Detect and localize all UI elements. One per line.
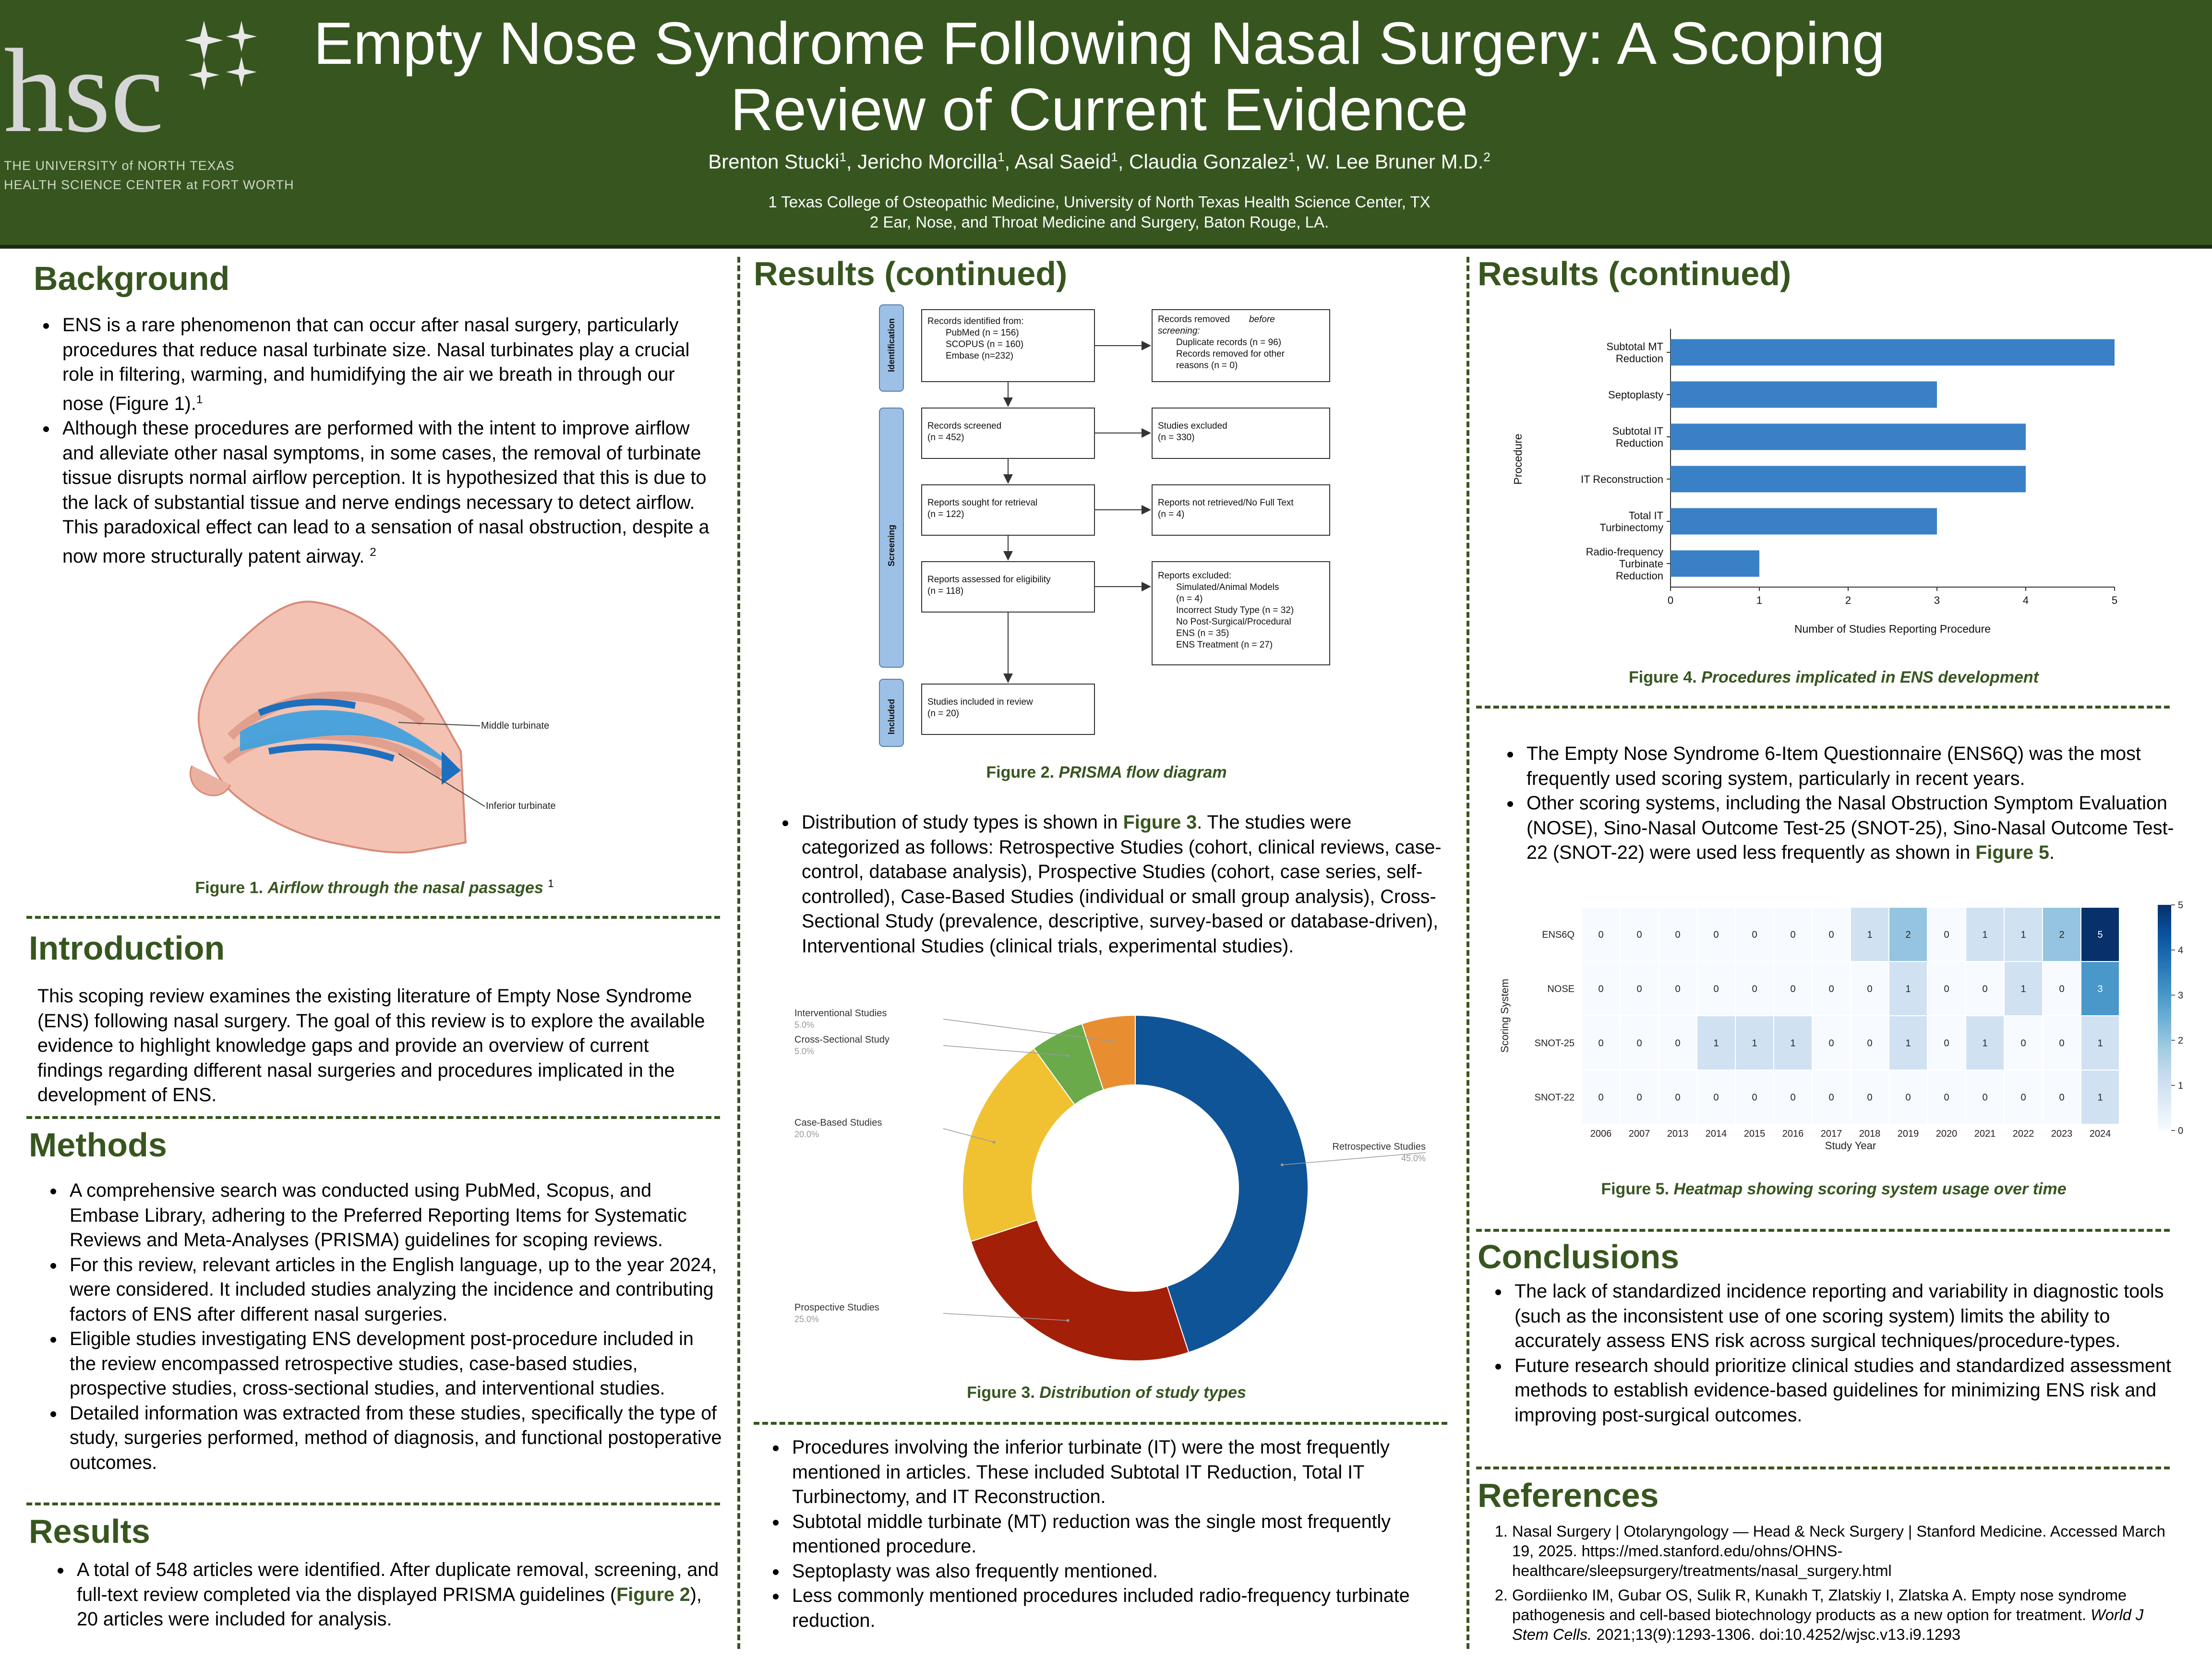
poster-authors: Brenton Stucki$^1$, Jericho Morcilla$^1$, Asal Saeid$^1$, Claudia Gonzalez$^1$, W. Lee Bruner M.D.$^2$ — [708, 150, 1491, 173]
section-divider — [26, 916, 720, 919]
affiliation-1: 1 Texas College of Osteopathic Medicine, University of North Texas Health Science Center, TX — [768, 193, 1431, 211]
heatmap-cell-value: 0 — [1598, 1038, 1604, 1049]
middle-turbinate-label: Middle turbinate — [481, 721, 550, 731]
conclusions-bullet: • Future research should prioritize clinical studies and standardized assessment methods to establish evidence-based guidelines for minimizing ENS risk and improving post-surgical outcomes. — [1510, 1354, 2177, 1428]
prisma-text: screening: — [1158, 326, 1200, 336]
bar — [1671, 508, 1937, 535]
donut-value-label: 5.0% — [794, 1020, 815, 1030]
heatmap-cell-value: 5 — [2097, 929, 2103, 940]
prisma-text: PubMed (n = 156) — [946, 328, 1019, 338]
prisma-text: Reports sought for retrieval — [927, 498, 1038, 508]
heatmap-cell-value: 0 — [1752, 984, 1757, 995]
prisma-text: Embase (n=232) — [946, 351, 1013, 361]
bar-x-tick-label: 5 — [2111, 594, 2118, 606]
heatmap-cell-value: 0 — [1828, 984, 1834, 995]
donut-value-label: 45.0% — [1401, 1154, 1426, 1163]
prisma-text: ENS Treatment (n = 27) — [1176, 640, 1273, 650]
heatmap-cell-value: 0 — [1944, 929, 1949, 940]
heatmap-column-label: 2014 — [1705, 1129, 1727, 1139]
prisma-text: Reports assessed for eligibility — [927, 575, 1051, 585]
prisma-text: reasons (n = 0) — [1176, 361, 1238, 371]
heatmap-cell-value: 0 — [1675, 929, 1681, 940]
heatmap-row-label: SNOT-25 — [1534, 1038, 1575, 1049]
methods-bullet: • Detailed information was extracted from these studies, specifically the type of study, surgeries performed, method of diagnosis, and functional postoperative outcomes. — [65, 1401, 722, 1476]
procedures-bullet: • Subtotal middle turbinate (MT) reduction was the single most frequently mentioned procedure. — [787, 1510, 1455, 1559]
prisma-flow-diagram — [874, 300, 1334, 756]
heatmap-row-label: ENS6Q — [1542, 929, 1575, 940]
heatmap-cell-value: 1 — [2020, 984, 2026, 995]
bar-category-label: Subtotal IT Reduction — [1612, 425, 1663, 449]
heatmap-column-label: 2017 — [1820, 1129, 1842, 1139]
results-title: Results — [29, 1513, 150, 1550]
section-divider — [26, 1116, 720, 1119]
prisma-text: Studies excluded — [1158, 421, 1227, 431]
heatmap-cell-value: 1 — [1713, 1038, 1719, 1049]
heatmap-cell-value: 0 — [1675, 984, 1681, 995]
heatmap-cell-value: 3 — [2097, 984, 2103, 995]
procedures-text — [758, 1435, 1455, 1633]
heatmap-cell-value: 0 — [1598, 984, 1604, 995]
reference-item: 2. Gordiienko IM, Gubar OS, Sulik R, Kunakh T, Zlatskiy I, Zlatska A. Empty nose syndrome pathogenesis and cell-based biotechnology products as a new option for treatment. World J Stem Cells. 2021;13(9):1293-1306. doi:10.4252/wjsc.v13.i9.1293 — [1512, 1586, 2172, 1645]
section-divider — [754, 1422, 1447, 1425]
heatmap-cell-value: 0 — [1790, 984, 1796, 995]
section-divider — [26, 1503, 720, 1505]
colorbar-tick-label: 4 — [2178, 945, 2184, 956]
bar-x-axis-label: Number of Studies Reporting Procedure — [1794, 623, 1991, 635]
prisma-text: SCOPUS (n = 160) — [946, 339, 1024, 349]
bar-category-label: IT Reconstruction — [1580, 473, 1663, 485]
study-types-donut-chart — [787, 998, 1450, 1363]
figure2-link: Figure 2 — [616, 1584, 690, 1605]
figure5-caption: Figure 5. Heatmap showing scoring system usage over time — [1601, 1180, 2067, 1198]
author-name: Jericho Morcilla — [857, 150, 998, 173]
donut-category-label: Interventional Studies — [794, 1008, 887, 1019]
figure1-caption: Figure 1. Airflow through the nasal passages $^1$ — [195, 878, 554, 897]
methods-text — [36, 1178, 722, 1475]
heatmap-column-label: 2023 — [2051, 1129, 2073, 1139]
heatmap-cell-value: 0 — [1713, 929, 1719, 940]
hsc-logo — [0, 10, 307, 192]
conclusions-bullet: • The lack of standardized incidence reporting and variability in diagnostic tools (such as the inconsistent use of one scoring system) limits the ability to accurately assess ENS risk across surgical techniques/procedure-types. — [1510, 1279, 2177, 1354]
author-name: Brenton Stucki — [708, 150, 840, 173]
bar — [1671, 424, 2026, 450]
procedures-bullet: • Procedures involving the inferior turbinate (IT) were the most frequently mentioned in articles. These included Subtotal IT Reduction, Total IT Turbinectomy, and IT Reconstruction. — [787, 1435, 1455, 1510]
bar — [1671, 466, 2026, 493]
heatmap-cell-value: 0 — [1675, 1092, 1681, 1103]
heatmap-cell-value: 0 — [1790, 1092, 1796, 1103]
prisma-text: Duplicate records (n = 96) — [1176, 337, 1282, 348]
prisma-text: Records removed — [1158, 314, 1230, 325]
bar — [1671, 382, 1937, 408]
logo-letters: hsc — [4, 24, 164, 157]
donut-category-label: Case-Based Studies — [794, 1118, 882, 1128]
prisma-text: (n = 122) — [927, 509, 964, 519]
background-bullet: • Although these procedures are performed with the intent to improve airflow and alleviate other nasal symptoms, in some cases, the removal of turbinate tissue disrupts normal airflow perception. It is hypothesized that this is due to the lack of substantial tissue and nerve endings necessary to detect airflow. This paradoxical effect can lead to a sensation of nasal obstruction, despite a now more structurally patent airway. $^2$ — [58, 416, 720, 569]
prisma-text: Reports excluded: — [1158, 571, 1232, 581]
prisma-text: Studies included in review — [927, 697, 1033, 707]
heatmap-cell-value: 1 — [1790, 1038, 1796, 1049]
heatmap-cell-value: 0 — [1944, 1092, 1949, 1103]
colorbar-tick-label: 2 — [2178, 1035, 2184, 1046]
bar-x-tick-label: 0 — [1667, 594, 1674, 606]
donut-value-label: 5.0% — [794, 1046, 815, 1056]
heatmap-y-axis-label: Scoring System — [1499, 978, 1511, 1053]
colorbar-tick-label: 0 — [2178, 1126, 2184, 1136]
methods-title: Methods — [29, 1126, 167, 1164]
heatmap-row-label: NOSE — [1547, 984, 1575, 995]
results-continued-title: Results (continued) — [754, 255, 1068, 292]
heatmap-cell-value: 2 — [1905, 929, 1911, 940]
bar — [1671, 339, 2115, 366]
prisma-text: Records screened — [927, 421, 1002, 431]
figure5-link: Figure 5 — [1975, 842, 2049, 863]
background-title: Background — [34, 260, 230, 297]
heatmap-cell-value: 1 — [1982, 929, 1988, 940]
introduction-title: Introduction — [29, 929, 225, 967]
references-list — [1481, 1522, 2172, 1645]
procedures-bullet: • Less commonly mentioned procedures included radio-frequency turbinate reduction. — [787, 1584, 1455, 1633]
scoring-bullet: • The Empty Nose Syndrome 6-Item Questionnaire (ENS6Q) was the most frequently used scoring system, particularly in recent years. — [1522, 742, 2179, 791]
heatmap-cell-value: 1 — [1905, 984, 1911, 995]
bar-x-tick-label: 4 — [2022, 594, 2029, 606]
header-rule — [0, 245, 2212, 249]
heatmap-cell-value: 1 — [2097, 1092, 2103, 1103]
prisma-text: (n = 4) — [1176, 594, 1203, 604]
heatmap-cell-value: 0 — [2020, 1092, 2026, 1103]
heatmap-cell-value: 1 — [1905, 1038, 1911, 1049]
figure3-caption: Figure 3. Distribution of study types — [967, 1383, 1246, 1402]
heatmap-cell-value: 0 — [1982, 984, 1988, 995]
bar-category-label: Radio-frequency Turbinate Reduction — [1586, 546, 1663, 582]
column-divider-2 — [1467, 257, 1469, 1649]
donut-value-label: 20.0% — [794, 1130, 819, 1139]
heatmap-cell-value: 1 — [1982, 1038, 1988, 1049]
introduction-text: This scoping review examines the existing literature of Empty Nose Syndrome (ENS) following nasal surgery. The goal of this review is to explore the available evidence to highlight knowledge gaps and provide an overview of current findings regarding different nasal surgeries and procedures implicated in the development of ENS. — [37, 986, 705, 1106]
heatmap-column-label: 2018 — [1859, 1129, 1881, 1139]
prisma-text: Reports not retrieved/No Full Text — [1158, 498, 1294, 508]
background-text — [29, 313, 720, 569]
heatmap-cell-value: 0 — [1828, 1092, 1834, 1103]
heatmap-cell-value: 0 — [1598, 929, 1604, 940]
heatmap-cell-value: 0 — [1790, 929, 1796, 940]
figure3-link: Figure 3 — [1123, 812, 1197, 833]
bar-category-label: Total IT Turbinectomy — [1599, 509, 1663, 534]
heatmap-cell-value: 2 — [2059, 929, 2065, 940]
heatmap-cell-value: 0 — [1828, 929, 1834, 940]
donut-slice — [971, 1220, 1189, 1361]
poster-title-line2: Review of Current Evidence — [730, 77, 1468, 143]
reference-item: 1. Nasal Surgery | Otolaryngology — Head & Neck Surgery | Stanford Medicine. Accessed March 19, 2025. https://med.stanford.edu/ohns/OHNS-healthcare/sleepsurgery/treatments/nasal_surgery.html — [1512, 1522, 2172, 1581]
bar — [1671, 551, 1759, 577]
heatmap-cell-value: 1 — [1867, 929, 1873, 940]
heatmap-cell-value: 0 — [1867, 984, 1873, 995]
author-name: Asal Saeid — [1014, 150, 1111, 173]
heatmap-x-axis-label: Study Year — [1825, 1140, 1876, 1152]
donut-leader-dot — [993, 1141, 996, 1143]
heatmap-cell-value: 1 — [2020, 929, 2026, 940]
stage-included: Included — [887, 698, 896, 734]
affiliation-2: 2 Ear, Nose, and Throat Medicine and Surgery, Baton Rouge, LA. — [869, 213, 1329, 231]
prisma-text: No Post-Surgical/Procedural — [1176, 617, 1291, 627]
logo-line2: HEALTH SCIENCE CENTER at FORT WORTH — [4, 178, 294, 192]
methods-bullet: • A comprehensive search was conducted using PubMed, Scopus, and Embase Library, adhering to the Preferred Reporting Items for Systematic Reviews and Meta-Analyses (PRISMA) guidelines for scoping reviews. — [65, 1178, 722, 1253]
heatmap-cell-value: 0 — [1944, 1038, 1949, 1049]
prisma-text: (n = 20) — [927, 709, 960, 719]
bar-x-tick-label: 2 — [1845, 594, 1851, 606]
colorbar-tick-label: 3 — [2178, 990, 2184, 1001]
prisma-text: Simulated/Animal Models — [1176, 582, 1279, 592]
section-divider — [1476, 1467, 2170, 1469]
donut-leader-dot — [1281, 1164, 1284, 1166]
heatmap-cell-value: 0 — [1713, 984, 1719, 995]
results-continued-title-2: Results (continued) — [1478, 255, 1791, 292]
heatmap-row-label: SNOT-22 — [1534, 1092, 1575, 1103]
donut-leader-dot — [1066, 1054, 1069, 1057]
donut-category-label: Cross-Sectional Study — [794, 1034, 890, 1045]
heatmap-cell-value: 0 — [1867, 1038, 1873, 1049]
heatmap-cell-value: 1 — [2097, 1038, 2103, 1049]
bar-x-tick-label: 3 — [1934, 594, 1940, 606]
heatmap-column-label: 2016 — [1782, 1129, 1804, 1139]
poster-title-line1: Empty Nose Syndrome Following Nasal Surgery: A Scoping — [313, 11, 1885, 77]
prisma-text: ENS (n = 35) — [1176, 628, 1229, 638]
conclusions-title: Conclusions — [1478, 1238, 1680, 1275]
distribution-text — [768, 810, 1452, 959]
donut-leader-dot — [1111, 1040, 1114, 1043]
methods-bullet: • For this review, relevant articles in the English language, up to the year 2024, were considered. It included studies analyzing the incidence and contributing factors of ENS after different nasal surgeries. — [65, 1253, 722, 1327]
procedures-bullet: • Septoplasty was also frequently mentioned. — [787, 1559, 1455, 1584]
heatmap-cell-value: 0 — [1944, 984, 1949, 995]
scoring-heatmap — [1498, 893, 2184, 1162]
bar-category-label: Subtotal MT Reduction — [1606, 340, 1663, 365]
prisma-text: (n = 452) — [927, 433, 964, 443]
methods-bullet: • Eligible studies investigating ENS development post-procedure included in the review encompassed retrospective studies, case-based studies, prospective studies, cross-sectional studies, and interventional studies. — [65, 1327, 722, 1401]
heatmap-cell-value: 0 — [1636, 1038, 1642, 1049]
heatmap-cell-value: 0 — [2059, 1092, 2065, 1103]
donut-leader-dot — [1066, 1319, 1069, 1322]
prisma-text: (n = 4) — [1158, 509, 1185, 519]
prisma-text: (n = 118) — [927, 586, 964, 596]
references-title: References — [1478, 1477, 1659, 1514]
heatmap-column-label: 2019 — [1897, 1129, 1919, 1139]
scoring-text — [1493, 742, 2179, 866]
prisma-text: before — [1249, 314, 1275, 325]
bar-category-label: Septoplasty — [1608, 389, 1663, 401]
heatmap-column-label: 2020 — [1936, 1129, 1958, 1139]
heatmap-cell-value: 0 — [1598, 1092, 1604, 1103]
heatmap-cell-value: 0 — [1982, 1092, 1988, 1103]
heatmap-cell-value: 0 — [1636, 984, 1642, 995]
logo-line1: THE UNIVERSITY of NORTH TEXAS — [4, 158, 235, 173]
author-name: W. Lee Bruner M.D. — [1306, 150, 1484, 173]
heatmap-cell-value: 0 — [1636, 929, 1642, 940]
prisma-text: Records identified from: — [927, 316, 1024, 326]
heatmap-cell-value: 0 — [1675, 1038, 1681, 1049]
prisma-text: Incorrect Study Type (n = 32) — [1176, 605, 1294, 615]
donut-value-label: 25.0% — [794, 1314, 819, 1324]
prisma-text: (n = 330) — [1158, 433, 1195, 443]
nasal-airflow-illustration — [173, 593, 586, 862]
conclusions-text — [1481, 1279, 2177, 1428]
scoring-bullet: • Other scoring systems, including the Nasal Obstruction Symptom Evaluation (NOSE), Sino-Nasal Outcome Test-25 (SNOT-25), Sino-Nasal Outcome Test-22 (SNOT-22) were used less frequently as shown in Figure 5. — [1522, 791, 2179, 866]
section-divider — [1476, 1229, 2170, 1232]
heatmap-cell-value: 0 — [1636, 1092, 1642, 1103]
colorbar-tick-label: 1 — [2178, 1081, 2184, 1091]
heatmap-cell-value: 0 — [1752, 1092, 1757, 1103]
heatmap-column-label: 2024 — [2089, 1129, 2111, 1139]
author-name: Claudia Gonzalez — [1129, 150, 1288, 173]
heatmap-cell-value: 0 — [1828, 1038, 1834, 1049]
donut-category-label: Prospective Studies — [794, 1302, 879, 1313]
heatmap-column-label: 2015 — [1743, 1129, 1766, 1139]
prisma-text: Records removed for other — [1176, 349, 1285, 359]
heatmap-cell-value: 1 — [1752, 1038, 1757, 1049]
heatmap-column-label: 2022 — [2012, 1129, 2034, 1139]
colorbar-tick-label: 5 — [2178, 900, 2184, 911]
stage-screening: Screening — [887, 524, 896, 566]
distribution-bullet: • Distribution of study types is shown in Figure 3. The studies were categorized as follows: Retrospective Studies (cohort, clinical reviews, case-control, database analysis), Prospective Studies (cohort, case series, self-controlled), Case-Based Studies (individual or small group analysis), Cross-Sectional Study (prevalence, descriptive, survey-based or database-driven), Interventional Studies (clinical trials, experimental studies). — [797, 810, 1452, 959]
heatmap-cell-value: 0 — [2059, 984, 2065, 995]
heatmap-cell-value: 0 — [1713, 1092, 1719, 1103]
heatmap-cell-value: 0 — [1905, 1092, 1911, 1103]
figure4-caption: Figure 4. Procedures implicated in ENS development — [1628, 668, 2039, 686]
sparkle-icon — [185, 18, 262, 90]
figure2-caption: Figure 2. PRISMA flow diagram — [986, 763, 1227, 781]
heatmap-column-label: 2006 — [1590, 1129, 1612, 1139]
heatmap-column-label: 2007 — [1628, 1129, 1650, 1139]
bar-y-axis-label: Procedure — [1512, 433, 1524, 485]
stage-identification: Identification — [887, 318, 896, 372]
inferior-turbinate-label: Inferior turbinate — [486, 801, 556, 811]
background-bullet: • ENS is a rare phenomenon that can occur after nasal surgery, particularly procedures that reduce nasal turbinate size. Nasal turbinates play a crucial role in filtering, warming, and humidifying the air we breath in through our nose (Figure 1).$^1$ — [58, 313, 720, 416]
heatmap-column-label: 2013 — [1667, 1129, 1689, 1139]
heatmap-cell-value: 0 — [2020, 1038, 2026, 1049]
section-divider — [1476, 706, 2170, 709]
bar-x-tick-label: 1 — [1756, 594, 1763, 606]
heatmap-cell-value: 0 — [2059, 1038, 2065, 1049]
results-bullet: • A total of 548 articles were identified. After duplicate removal, screening, and full-text review completed via the displayed PRISMA guidelines (Figure 2), 20 articles were included for analysis. — [72, 1558, 720, 1632]
donut-category-label: Retrospective Studies — [1332, 1142, 1426, 1152]
column-divider-1 — [737, 257, 740, 1649]
heatmap-cell-value: 0 — [1867, 1092, 1873, 1103]
heatmap-column-label: 2021 — [1974, 1129, 1996, 1139]
results-text — [43, 1558, 720, 1632]
heatmap-colorbar — [2158, 905, 2171, 1130]
heatmap-cell-value: 0 — [1752, 929, 1757, 940]
procedures-bar-chart — [1498, 317, 2160, 662]
